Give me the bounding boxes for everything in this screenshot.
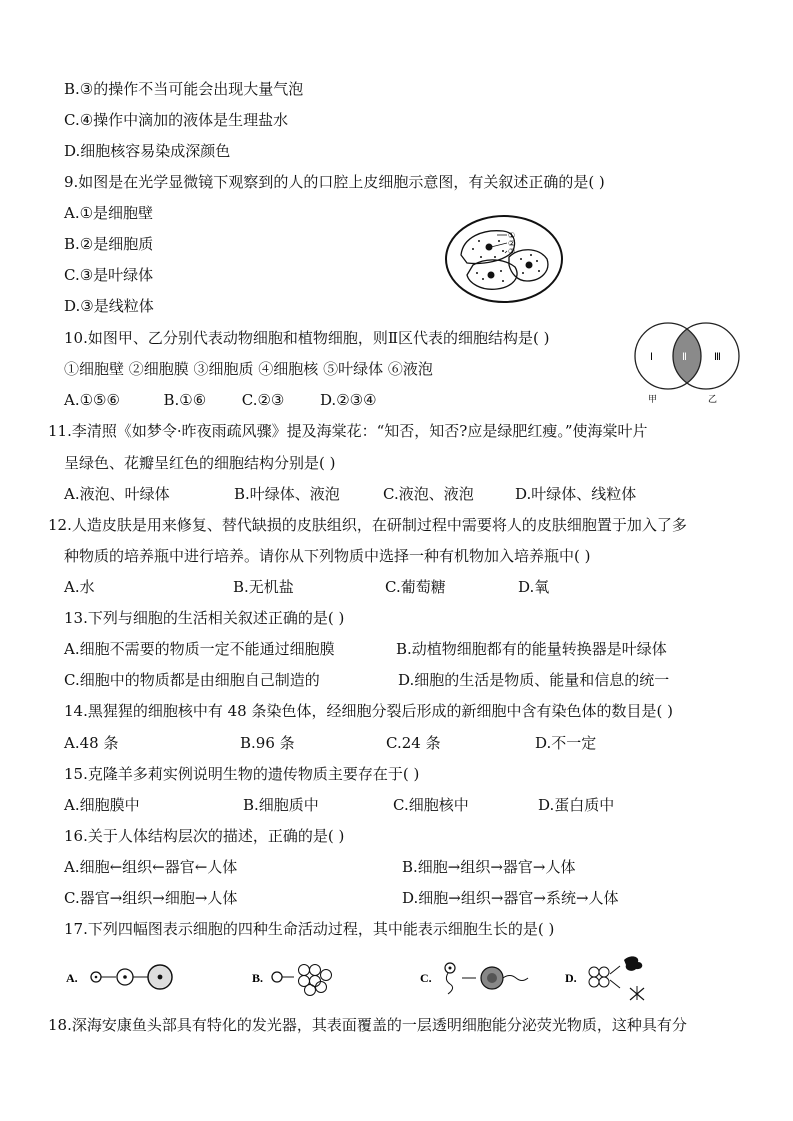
q10-region-2-label: Ⅱ: [682, 352, 687, 363]
q11-stem-line1: 11.李清照《如梦令·昨夜雨疏风骤》提及海棠花：“知否，知否?应是绿肥红瘦。”使海棠叶片: [48, 422, 648, 440]
q17-fig-label-b: B.: [252, 971, 264, 985]
q10-venn-figure: [628, 322, 748, 406]
q10-options: [64, 389, 377, 411]
q15-option-d: D.蛋白质中: [538, 796, 615, 814]
q11-option-b: B.叶绿体、液泡: [234, 485, 340, 503]
q15-option-a: A.细胞膜中: [64, 796, 140, 814]
q17-figure-a-growth: [91, 965, 172, 989]
q18-stem-line1: 18.深海安康鱼头部具有特化的发光器，其表面覆盖的一层透明细胞能分泌荧光物质，这种具有分: [48, 1016, 687, 1034]
q10-option-b: B.①⑥: [163, 391, 207, 409]
q17-figure-d-differentiation: [589, 956, 644, 1000]
q14-stem: 14.黑猩猩的细胞核中有 48 条染色体，经细胞分裂后形成的新细胞中含有染色体的数目是( ): [64, 702, 673, 720]
q12-stem-line1: 12.人造皮肤是用来修复、替代缺损的皮肤组织，在研制过程中需要将人的皮肤细胞置于加入了多: [48, 516, 687, 534]
q13-option-c: C.细胞中的物质都是由细胞自己制造的: [64, 671, 320, 689]
q15-stem: 15.克隆羊多莉实例说明生物的遗传物质主要存在于( ): [64, 765, 420, 783]
q16-option-d: D.细胞→组织→器官→系统→人体: [402, 889, 619, 907]
q14-option-b: B.96 条: [240, 734, 295, 752]
q17-fig-label-c: C.: [420, 971, 432, 985]
q14-option-a: A.48 条: [64, 734, 119, 752]
q16-stem: 16.关于人体结构层次的描述，正确的是( ): [64, 827, 345, 845]
q9-fig-label-3: ③: [508, 247, 516, 256]
q9-option-d: D.③是线粒体: [64, 297, 154, 315]
q15-option-c: C.细胞核中: [393, 796, 469, 814]
q14-option-c: C.24 条: [386, 734, 441, 752]
q14-option-d: D.不一定: [535, 734, 597, 752]
q12-option-c: C.葡萄糖: [385, 578, 446, 596]
q17-fig-label-a: A.: [66, 971, 78, 985]
q12-option-a: A.水: [64, 578, 95, 596]
q9-cheek-cell-figure: [443, 213, 565, 305]
q17-cell-process-figure: [64, 954, 720, 1002]
q11-option-d: D.叶绿体、线粒体: [515, 485, 637, 503]
q10-region-3-label: Ⅲ: [714, 352, 721, 363]
q17-stem: 17.下列四幅图表示细胞的四种生命活动过程，其中能表示细胞生长的是( ): [64, 920, 555, 938]
q17-figure-c-fertilization: [445, 963, 528, 994]
q13-option-a: A.细胞不需要的物质一定不能通过细胞膜: [64, 640, 335, 658]
q16-option-b: B.细胞→组织→器官→人体: [402, 858, 576, 876]
q12-option-d: D.氧: [518, 578, 550, 596]
q10-option-c: C.②③: [241, 391, 285, 409]
q10-circle-yi-label: 乙: [708, 394, 718, 404]
q11-stem-line2: 呈绿色、花瓣呈红色的细胞结构分别是( ): [64, 454, 336, 472]
q12-option-b: B.无机盐: [233, 578, 294, 596]
q10-option-a: A.①⑤⑥: [64, 391, 120, 409]
q10-circle-jia-label: 甲: [648, 394, 658, 404]
q9-stem: 9.如图是在光学显微镜下观察到的人的口腔上皮细胞示意图，有关叙述正确的是( ): [64, 173, 605, 191]
q9-fig-label-2: ②: [508, 239, 516, 248]
q12-stem-line2: 种物质的培养瓶中进行培养。请你从下列物质中选择一种有机物加入培养瓶中( ): [64, 547, 591, 565]
q9-option-b: B.②是细胞质: [64, 235, 154, 253]
q13-option-d: D.细胞的生活是物质、能量和信息的统一: [398, 671, 670, 689]
q17-figure-b-division: [272, 965, 332, 996]
q8-option-b: B.③的操作不当可能会出现大量气泡: [64, 80, 304, 98]
q9-option-a: A.①是细胞壁: [64, 204, 154, 222]
q8-option-c: C.④操作中滴加的液体是生理盐水: [64, 111, 289, 129]
q11-option-a: A.液泡、叶绿体: [64, 485, 170, 503]
q10-stem: 10.如图甲、乙分别代表动物细胞和植物细胞，则Ⅱ区代表的细胞结构是( ): [64, 329, 550, 347]
q9-option-c: C.③是叶绿体: [64, 266, 154, 284]
q10-option-d: D.②③④: [319, 391, 377, 409]
q9-fig-label-1: ①: [508, 231, 516, 240]
q17-fig-label-d: D.: [565, 971, 577, 985]
q16-option-c: C.器官→组织→细胞→人体: [64, 889, 238, 907]
q13-option-b: B.动植物细胞都有的能量转换器是叶绿体: [396, 640, 667, 658]
q13-stem: 13.下列与细胞的生活相关叙述正确的是( ): [64, 609, 345, 627]
q11-option-c: C.液泡、液泡: [383, 485, 474, 503]
q15-option-b: B.细胞质中: [243, 796, 319, 814]
q10-items: ①细胞壁 ②细胞膜 ③细胞质 ④细胞核 ⑤叶绿体 ⑥液泡: [64, 360, 433, 378]
q10-region-1-label: Ⅰ: [650, 352, 653, 363]
q16-option-a: A.细胞←组织←器官←人体: [64, 858, 238, 876]
q8-option-d: D.细胞核容易染成深颜色: [64, 142, 231, 160]
